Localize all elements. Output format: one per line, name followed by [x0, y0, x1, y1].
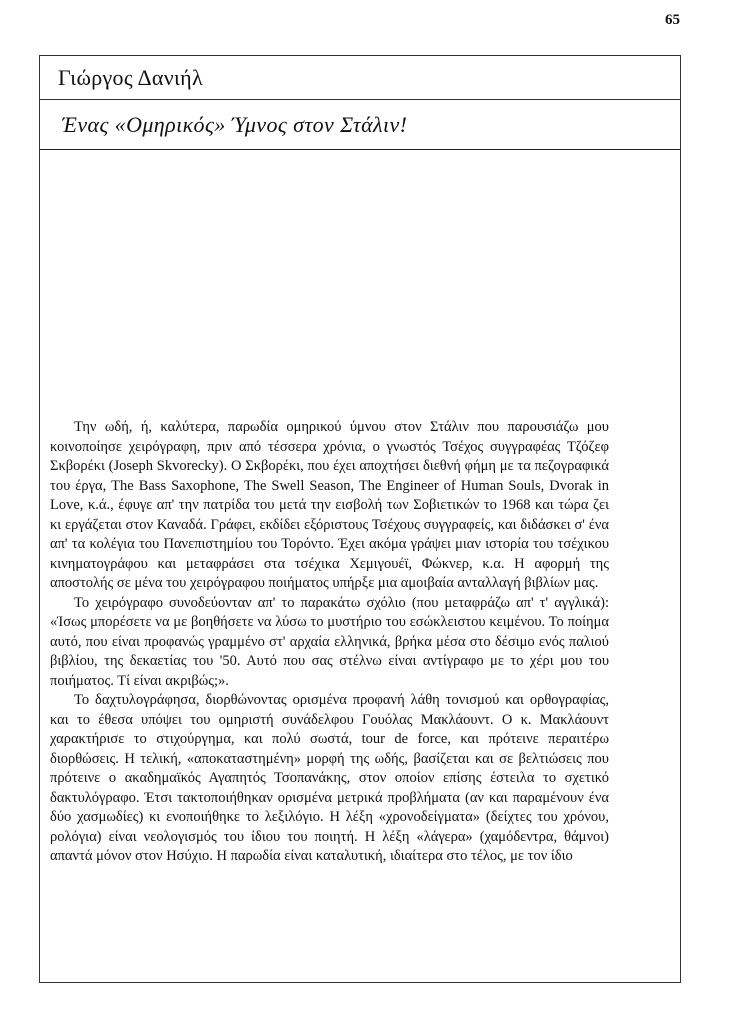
page-number: 65	[665, 12, 680, 28]
title-header	[40, 100, 680, 150]
author-header	[40, 56, 680, 100]
paragraph-3: Το δαχτυλογράφησα, διορθώνοντας ορισμένα προφανή λάθη τονισμού και ορθογραφίας, και το έθεσα υπόψει του ομηριστή συνάδελφου Γουόλας Μακλάουντ. Ο κ. Μακλάουντ χαρακτήρισε το στιχούργημα, και πολύ σωστά, tour de force, και πρότεινε περαιτέρω διορθώσεις. Η τελική, «αποκαταστημένη» μορφή της ωδής, βασίζεται και σε βελτιώσεις που πρότεινε ο ακαδημαϊκός Αγαπητός Τσοπανάκης, στον οποίον επίσης έστειλα το σχετικό δακτυλόγραφο. Έτσι τακτοποιήθηκαν ορισμένα μετρικά προβλήματα (αν και παραμένουν ένα δύο χασμωδίες) κι ενοποιήθηκε το λεξιλόγιο. Η λέξη «χρονοδείγματα» (δείχτες του χρόνου, ρολόγια) είναι νεολογισμός του ίδιου του ποιητή. Η λέξη «λάγερα» (χαμόδεντρα, θάμνοι) απαντά μόνον στον Ησύχιο. Η παρωδία είναι καταλυτική, ιδιαίτερα στο τέλος, με τον ίδιο	[50, 692, 609, 864]
author-name: Γιώργος Δανιήλ	[58, 65, 203, 90]
paragraph-2: Το χειρόγραφο συνοδεύονταν απ' το παρακάτω σχόλιο (που μεταφράζω απ' τ' αγγλικά): «Ίσως μπορέσετε να με βοηθήσετε να λύσω το μυστήριο του εσώκλειστου κειμένου. Το ποίημα αυτό, που είναι προφανώς γραμμένο στ' αρχαία ελληνικά, βρήκα μέσα στο δέσιμο ενός παλιού βιβλίου, της δεκαετίας του '50. Αυτό που σας στέλνω είναι αντίγραφο με το χέρι μου του ποιήματος. Τί είναι ακριβώς;».	[50, 594, 609, 689]
article-title: Ένας «Ομηρικός» Ύμνος στον Στάλιν!	[62, 112, 408, 137]
paragraph-1: Την ωδή, ή, καλύτερα, παρωδία ομηρικού ύμνου στον Στάλιν που παρουσιάζω μου κοινοποίησε χειρόγραφη, πριν από τέσσερα χρόνια, ο γνωστός Τσέχος συγγραφέας Τζόζεφ Σκβορέκι (Joseph Skvorecky). Ο Σκβορέκι, που έχει αποχτήσει διεθνή φήμη με τα πεζογραφικά του έργα, The Bass Saxophone, The Swell Season, The Engineer of Human Souls, Dvorak in Love, κ.ά., έφυγε απ' την πατρίδα του μετά την εισβολή των Σοβιετικών το 1968 και τώρα ζει κι εργάζεται στον Καναδά. Γράφει, εκδίδει εξόριστους Τσέχους συγγραφείς, και διδάσκει σ' ένα απ' τα κολέγια του Πανεπιστημίου του Τορόντο. Έχει ακόμα γράψει μιαν ιστορία του τσέχικου κινηματογράφου και μεταφράσει στα τσέχικα Χεμιγουέϊ, Φώκνερ, κ.α. Η αφορμή της αποστολής σε μένα του χειρόγραφου ποιήματος υπήρξε μια αμοιβαία ανταλλαγή βιβλίων μας.	[50, 419, 609, 591]
article-body	[50, 418, 609, 867]
